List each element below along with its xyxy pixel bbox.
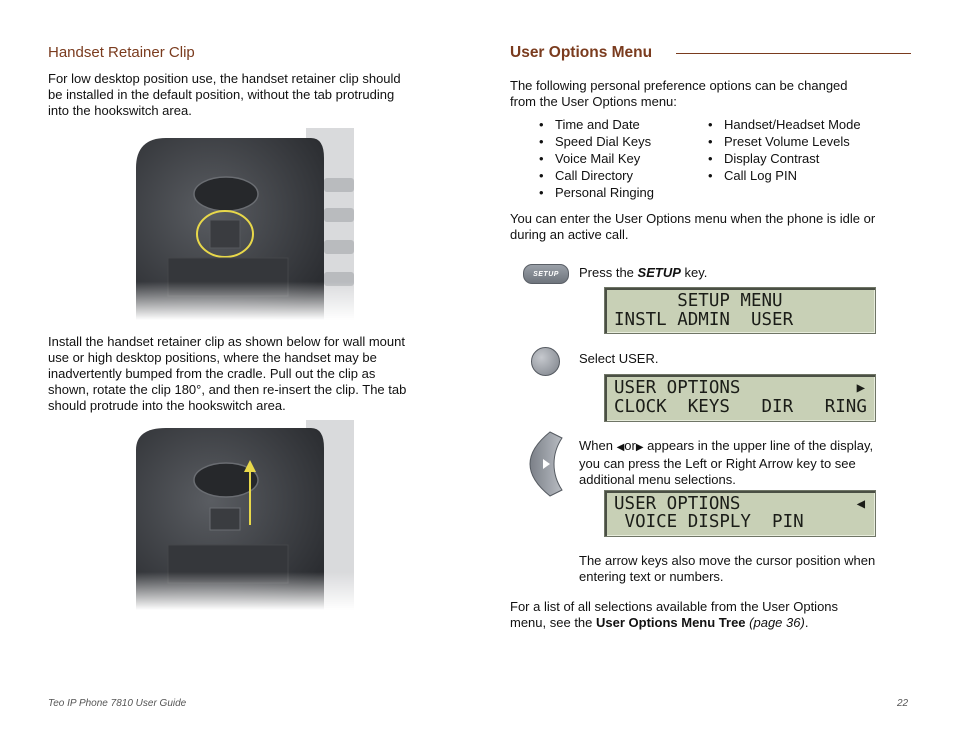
step-press-setup bbox=[579, 265, 707, 281]
section-heading-user-options: User Options Menu bbox=[510, 44, 653, 61]
list-item: • Voice Mail Key bbox=[535, 150, 705, 167]
list-item: • Speed Dial Keys bbox=[535, 133, 705, 150]
setup-key-icon bbox=[523, 264, 569, 284]
text-line: For a list of all selections available from the User Options bbox=[510, 599, 839, 614]
step-arrow-keys bbox=[579, 438, 919, 488]
retainer-clip-paragraph-2 bbox=[48, 334, 448, 414]
arrow-key-icon bbox=[528, 430, 564, 498]
options-list-col1 bbox=[535, 116, 705, 201]
user-options-intro bbox=[510, 78, 920, 110]
footer-title: Teo IP Phone 7810 User Guide bbox=[48, 698, 187, 709]
retainer-clip-wallmount-photo bbox=[136, 420, 354, 610]
list-item: • Call Directory bbox=[535, 167, 705, 184]
text-span: or bbox=[624, 438, 636, 453]
list-item: • Call Log PIN bbox=[704, 167, 904, 184]
page-number: 22 bbox=[897, 698, 909, 709]
text-line: Install the handset retainer clip as shown below for wall mount bbox=[48, 334, 405, 349]
enter-menu-text bbox=[510, 211, 920, 243]
text-line: should protrude into the hookswitch area. bbox=[48, 398, 286, 413]
text-line: inadvertently bumped from the cradle. Pull out the clip as bbox=[48, 366, 376, 381]
closing-paragraph bbox=[510, 599, 920, 631]
text-line: into the hookswitch area. bbox=[48, 103, 192, 118]
list-item: • Display Contrast bbox=[704, 150, 904, 167]
lcd-line: VOICE DISPLY PIN bbox=[614, 512, 804, 532]
text-line bbox=[579, 438, 919, 456]
retainer-clip-paragraph-1 bbox=[48, 71, 448, 119]
text-span: When bbox=[579, 438, 617, 453]
text-line: For low desktop position use, the handset retainer clip should bbox=[48, 71, 401, 86]
arrow-keys-note bbox=[579, 553, 919, 585]
options-list-col2 bbox=[704, 116, 904, 184]
text-span: key. bbox=[680, 265, 708, 280]
lcd-line: USER OPTIONS bbox=[614, 494, 741, 514]
text-line: You can enter the User Options menu when the phone is idle or bbox=[510, 211, 876, 226]
list-item: • Handset/Headset Mode bbox=[704, 116, 904, 133]
right-arrow-icon: ▶ bbox=[635, 442, 644, 453]
text-span: . bbox=[804, 615, 809, 630]
left-arrow-icon: ◀ bbox=[616, 442, 625, 453]
text-line: during an active call. bbox=[510, 227, 629, 242]
text-line: The arrow keys also move the cursor position when bbox=[579, 553, 876, 568]
retainer-clip-default-photo bbox=[136, 128, 354, 320]
lcd-right-arrow-icon: ▶ bbox=[856, 380, 865, 396]
heading-rule bbox=[676, 53, 911, 54]
list-item: • Time and Date bbox=[535, 116, 705, 133]
lcd-line: CLOCK KEYS DIR RING bbox=[614, 397, 867, 417]
page-reference: (page 36) bbox=[745, 615, 805, 630]
select-button-icon bbox=[531, 347, 560, 376]
text-line: you can press the Left or Right Arrow key to see bbox=[579, 456, 856, 471]
text-line: shown, rotate the clip 180°, and then re-insert the clip. The tab bbox=[48, 382, 407, 397]
section-heading-retainer-clip: Handset Retainer Clip bbox=[48, 44, 195, 61]
text-span: menu, see the bbox=[510, 615, 596, 630]
lcd-line: SETUP MENU bbox=[614, 291, 783, 311]
setup-key-label: SETUP bbox=[533, 270, 559, 278]
list-item: • Preset Volume Levels bbox=[704, 133, 904, 150]
text-line: entering text or numbers. bbox=[579, 569, 724, 584]
lcd-left-arrow-icon: ◀ bbox=[856, 496, 865, 512]
text-line: use or high desktop positions, where the handset may be bbox=[48, 350, 377, 365]
lcd-setup-menu bbox=[604, 287, 876, 334]
text-line: be installed in the default position, without the tab protruding bbox=[48, 87, 395, 102]
user-options-menu-tree-link[interactable]: User Options Menu Tree bbox=[596, 615, 746, 630]
lcd-line: USER OPTIONS bbox=[614, 378, 741, 398]
lcd-user-options-2 bbox=[604, 490, 876, 537]
lcd-user-options-1 bbox=[604, 374, 876, 422]
lcd-line: INSTL ADMIN USER bbox=[614, 310, 794, 330]
step-select-user: Select USER. bbox=[579, 351, 659, 366]
setup-key-text: SETUP bbox=[637, 265, 681, 280]
text-line: The following personal preference options can be changed bbox=[510, 78, 848, 93]
text-line bbox=[510, 615, 920, 631]
text-span: Press the bbox=[579, 265, 638, 280]
list-item: • Personal Ringing bbox=[535, 184, 705, 201]
text-line: from the User Options menu: bbox=[510, 94, 677, 109]
text-span: appears in the upper line of the display, bbox=[643, 438, 874, 453]
text-line: additional menu selections. bbox=[579, 472, 736, 487]
